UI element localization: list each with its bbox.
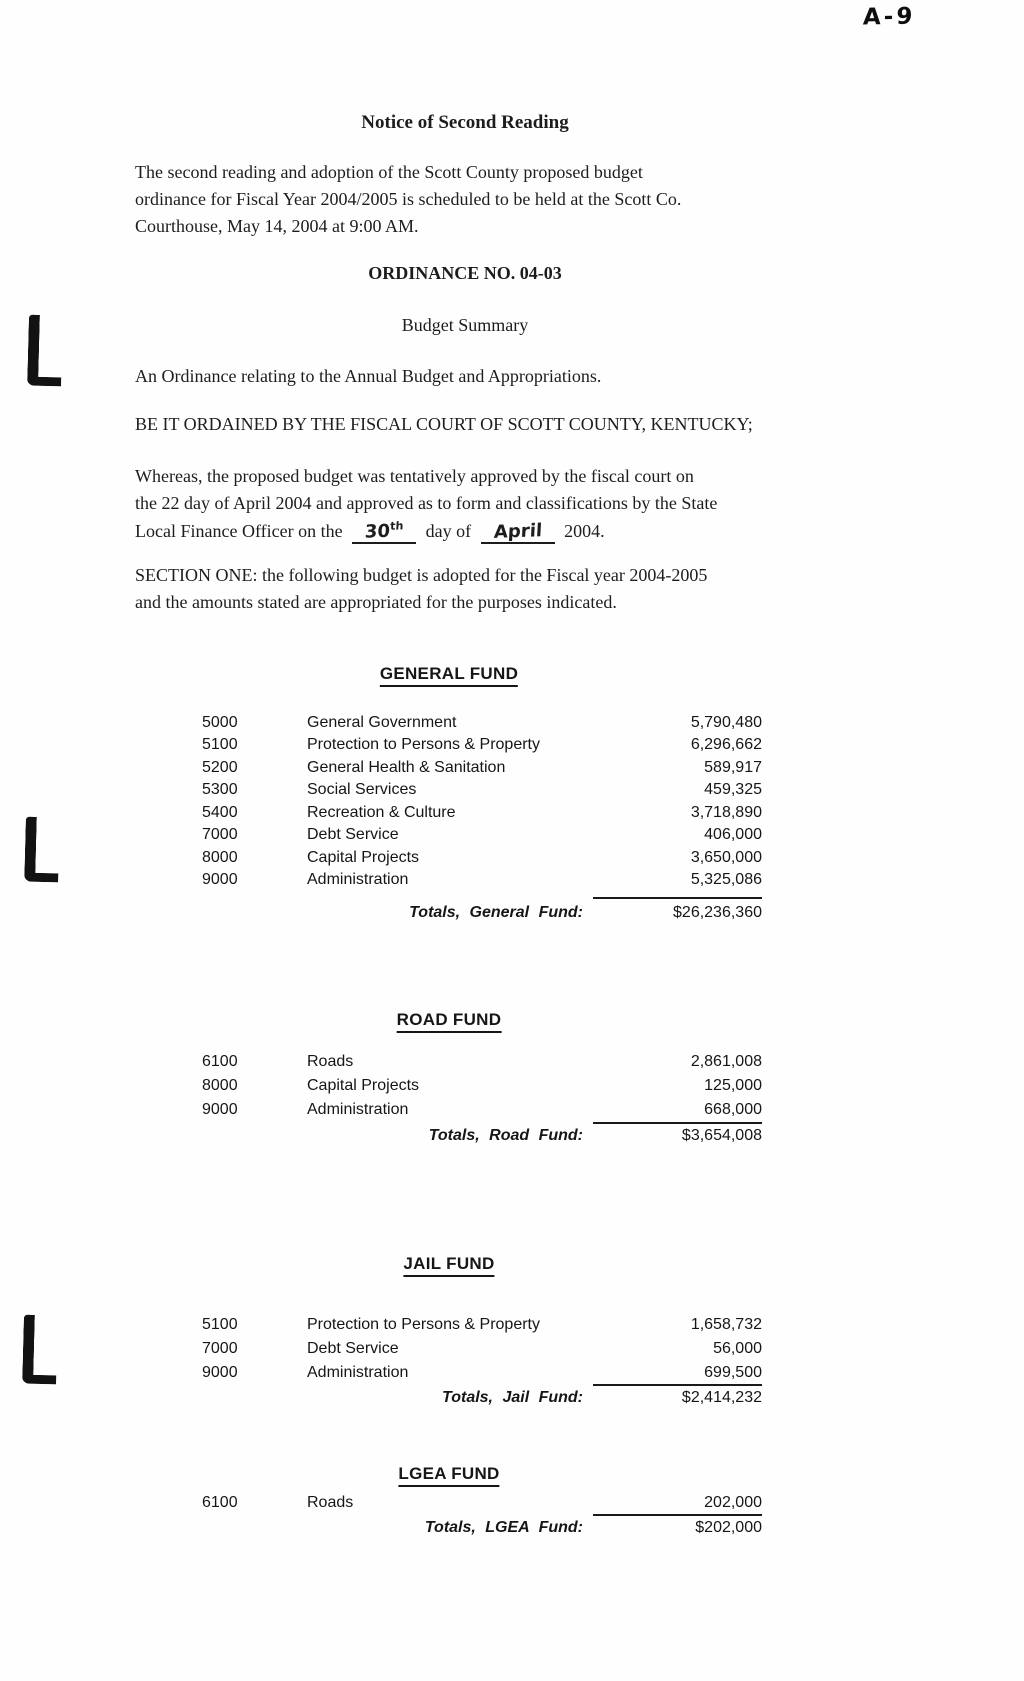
account-code: 5100 (202, 1316, 238, 1333)
totals-rule (593, 897, 762, 899)
totals-row (202, 1389, 762, 1409)
account-code: 5100 (202, 736, 238, 753)
general-fund-section (202, 664, 762, 944)
account-desc: Roads (307, 1053, 354, 1070)
text-line: BE IT ORDAINED BY THE FISCAL COURT OF SCOTT COUNTY, KENTUCKY; (135, 414, 753, 434)
totals-label: Totals, General Fund: (409, 904, 583, 921)
account-amount: 5,325,086 (690, 871, 762, 888)
account-desc: Protection to Persons & Property (307, 1316, 540, 1333)
totals-label: Totals, LGEA Fund: (424, 1519, 583, 1536)
road-fund-section (202, 1010, 762, 1150)
table-row (202, 736, 762, 757)
account-desc: Capital Projects (307, 1077, 420, 1094)
totals-row (202, 1519, 762, 1539)
document-title: Notice of Second Reading (361, 112, 569, 133)
account-desc: General Health & Sanitation (307, 759, 506, 776)
account-code: 5300 (202, 781, 238, 798)
totals-rule (593, 1384, 762, 1386)
table-row (202, 1053, 762, 1074)
text-line: The second reading and adoption of the Scott County proposed budget (135, 162, 643, 182)
totals-amount: $202,000 (695, 1519, 762, 1536)
ordained-clause (135, 411, 753, 438)
table-row (202, 781, 762, 802)
account-desc: Recreation & Culture (307, 804, 456, 821)
fund-heading: GENERAL FUND (380, 664, 518, 687)
text-line: SECTION ONE: the following budget is adopted for the Fiscal year 2004-2005 (135, 565, 708, 585)
totals-row (202, 1127, 762, 1147)
handwritten-month-blank (481, 521, 555, 544)
relating-clause (135, 363, 601, 390)
section-one-paragraph (135, 562, 707, 616)
whereas-paragraph (135, 463, 717, 545)
jail-fund-section (202, 1254, 762, 1414)
text-line: Whereas, the proposed budget was tentatively approved by the fiscal court on (135, 466, 694, 486)
text-line: Courthouse, May 14, 2004 at 9:00 AM. (135, 216, 419, 236)
table-row (202, 804, 762, 825)
account-code: 9000 (202, 871, 238, 888)
account-amount: 6,296,662 (690, 736, 762, 753)
handwritten-page-label: A-9 (862, 3, 916, 31)
handwritten-day: 30th (364, 519, 404, 543)
lgea-fund-section (202, 1464, 762, 1554)
account-code: 9000 (202, 1101, 238, 1118)
table-row (202, 1494, 762, 1515)
account-code: 9000 (202, 1364, 238, 1381)
text-line: ordinance for Fiscal Year 2004/2005 is scheduled to be held at the Scott Co. (135, 189, 682, 209)
account-desc: Administration (307, 1101, 409, 1118)
account-amount: 3,718,890 (690, 804, 762, 821)
account-code: 6100 (202, 1494, 238, 1511)
account-desc: Administration (307, 871, 409, 888)
handwritten-bracket-mark (22, 1315, 58, 1385)
handwritten-month: April (492, 520, 543, 543)
fund-heading: LGEA FUND (398, 1464, 499, 1487)
account-desc: Roads (307, 1494, 354, 1511)
handwritten-day-blank (352, 517, 416, 544)
account-code: 7000 (202, 826, 238, 843)
document-subtitle: Budget Summary (401, 315, 529, 335)
totals-row (202, 904, 762, 924)
account-desc: Debt Service (307, 826, 399, 843)
account-code: 8000 (202, 849, 238, 866)
table-row (202, 1316, 762, 1337)
ordinance-number: ORDINANCE NO. 04-03 (368, 263, 562, 283)
account-amount: 3,650,000 (690, 849, 762, 866)
account-code: 7000 (202, 1340, 238, 1357)
account-desc: Debt Service (307, 1340, 399, 1357)
fund-heading: ROAD FUND (397, 1010, 502, 1033)
account-amount: 202,000 (704, 1494, 762, 1511)
whereas-mid: day of (425, 521, 472, 541)
totals-amount: $2,414,232 (681, 1389, 762, 1406)
account-code: 5400 (202, 804, 238, 821)
account-amount: 1,658,732 (690, 1316, 762, 1333)
account-code: 5200 (202, 759, 238, 776)
intro-paragraph (135, 159, 681, 240)
account-amount: 459,325 (704, 781, 762, 798)
account-amount: 56,000 (713, 1340, 762, 1357)
account-code: 5000 (202, 714, 238, 731)
account-amount: 589,917 (704, 759, 762, 776)
table-row (202, 871, 762, 892)
totals-label: Totals, Road Fund: (428, 1127, 583, 1144)
account-amount: 5,790,480 (690, 714, 762, 731)
totals-amount: $26,236,360 (673, 904, 762, 921)
account-desc: General Government (307, 714, 457, 731)
whereas-prefix: Local Finance Officer on the (135, 521, 343, 541)
account-desc: Capital Projects (307, 849, 420, 866)
table-row (202, 826, 762, 847)
totals-rule (593, 1514, 762, 1516)
account-desc: Protection to Persons & Property (307, 736, 540, 753)
table-row (202, 849, 762, 870)
totals-amount: $3,654,008 (681, 1127, 762, 1144)
handwritten-bracket-mark (27, 315, 63, 387)
text-line: and the amounts stated are appropriated for the purposes indicated. (135, 592, 617, 612)
account-amount: 125,000 (704, 1077, 762, 1094)
account-amount: 668,000 (704, 1101, 762, 1118)
whereas-suffix: 2004. (564, 521, 605, 541)
text-line (135, 517, 717, 545)
account-desc: Social Services (307, 781, 417, 798)
table-row (202, 1101, 762, 1122)
account-code: 6100 (202, 1053, 238, 1070)
table-row (202, 1077, 762, 1098)
handwritten-bracket-mark (24, 817, 60, 883)
table-row (202, 759, 762, 780)
account-code: 8000 (202, 1077, 238, 1094)
text-line: the 22 day of April 2004 and approved as to form and classifications by the State (135, 493, 718, 513)
table-row (202, 714, 762, 735)
account-amount: 699,500 (704, 1364, 762, 1381)
account-amount: 2,861,008 (690, 1053, 762, 1070)
totals-rule (593, 1122, 762, 1124)
table-row (202, 1364, 762, 1385)
account-amount: 406,000 (704, 826, 762, 843)
account-desc: Administration (307, 1364, 409, 1381)
table-row (202, 1340, 762, 1361)
totals-label: Totals, Jail Fund: (442, 1389, 583, 1406)
fund-heading: JAIL FUND (403, 1254, 494, 1277)
text-line: An Ordinance relating to the Annual Budget and Appropriations. (135, 366, 602, 386)
